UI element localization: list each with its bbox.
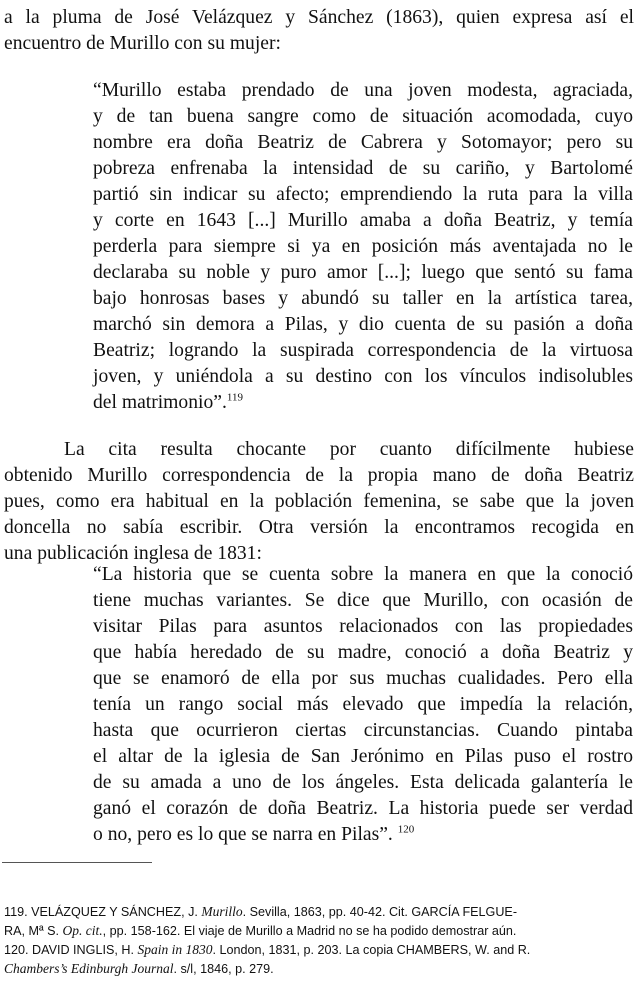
quote2-line: tenía un rango social más elevado que impedía la relación, [93,694,633,715]
quote1-line: perderla para siempre si ya en posición más aventajada no le [93,236,633,257]
quote1-line: partió sin indicar su afecto; emprendiendo la ruta para la villa [93,184,633,205]
footnote-119-opcit: Op. cit. [62,923,103,938]
quote1-line: Beatriz; logrando la suspirada correspondencia de la virtuosa [93,340,633,361]
quote2-line: hasta que ocurrieron ciertas circunstancias. Cuando pintaba [93,720,633,741]
footnote-120-line-1 [4,941,530,959]
quote2-line: que se enamoró de ella por sus muchas cualidades. Pero ella [93,668,633,689]
quote2-line: “La historia que se cuenta sobre la manera en que la conoció [93,564,633,585]
quote2-line: visitar Pilas para asuntos relacionados con las propiedades [93,616,633,637]
footnote-119-line-2 [4,922,516,940]
footnote-119-title: Murillo [201,904,243,919]
quote2-line: que había heredado de su madre, conoció a doña Beatriz y [93,642,633,663]
footnote-120-title: Spain in 1830 [137,942,213,957]
quote1-line: pobreza enfrenaba la intensidad de su cariño, y Bartolomé [93,158,633,179]
quote2-line: ganó el corazón de doña Beatriz. La historia puede ser verdad [93,798,633,819]
para-line: doncella no sabía escribir. Otra versión la encontramos recogida en [4,517,634,538]
quote2-line: tiene muchas variantes. Se dice que Murillo, con ocasión de [93,590,633,611]
footnote-120-line2-b: . s/l, 1846, p. 279. [173,962,274,976]
intro-line-1: a la pluma de José Velázquez y Sánchez (1863), quien expresa así el [4,7,634,28]
intro-line-2: encuentro de Murillo con su mujer: [4,33,281,54]
para-line: una publicación inglesa de 1831: [4,543,262,564]
quote2-line: de su amada a uno de los ángeles. Esta delicada galantería le [93,772,633,793]
para-line: pues, como era habitual en la población femenina, se sabe que la joven [4,491,634,512]
footnote-ref-119[interactable]: 119 [226,391,243,404]
footnote-119-lead: 119. VELÁZQUEZ Y SÁNCHEZ, J. [4,905,198,919]
quote2-line [93,823,414,847]
footnote-119-line2-a: RA, Mª S. [4,924,60,938]
footnote-119-line-1 [4,903,517,921]
footnote-divider [2,862,152,863]
quote1-line [93,391,243,415]
footnote-119-line2-b: , pp. 158-162. El viaje de Murillo a Madrid no se ha podido demostrar aún. [102,924,517,938]
para-line: La cita resulta chocante por cuanto difícilmente hubiese [64,439,634,460]
quote2-last-text: o no, pero es lo que se narra en Pilas”. [93,824,393,845]
footnote-120-lead: 120. DAVID INGLIS, H. [4,943,134,957]
footnote-120-journal: Chambers’s Edinburgh Journal [4,961,174,976]
quote1-line: nombre era doña Beatriz de Cabrera y Sotomayor; pero su [93,132,633,153]
footnote-ref-120[interactable]: 120 [397,823,415,836]
quote1-line: bajo honrosas bases y abundó su taller en la artística tarea, [93,288,633,309]
quote1-line: declaraba su noble y puro amor [...]; luego que sentó su fama [93,262,633,283]
quote1-line: “Murillo estaba prendado de una joven modesta, agraciada, [93,80,633,101]
quote1-line: marchó sin demora a Pilas, y dio cuenta de su pasión a doña [93,314,633,335]
footnote-120-rest: . London, 1831, p. 203. La copia CHAMBERS, W. and R. [212,943,531,957]
para-line: obtenido Murillo correspondencia de la propia mano de doña Beatriz [4,465,634,486]
quote1-line: y corte en 1643 [...] Murillo amaba a doña Beatriz, y temía [93,210,633,231]
quote2-line: el altar de la iglesia de San Jerónimo en Pilas puso el rostro [93,746,633,767]
quote1-line: y de tan buena sangre como de situación acomodada, cuyo [93,106,633,127]
quote1-last-text: del matrimonio”. [93,392,227,413]
quote1-line: joven, y uniéndola a su destino con los vínculos indisolubles [93,366,633,387]
footnote-119-rest: . Sevilla, 1863, pp. 40-42. Cit. GARCÍA FELGUE- [242,905,518,919]
footnote-120-line-2 [4,960,274,978]
